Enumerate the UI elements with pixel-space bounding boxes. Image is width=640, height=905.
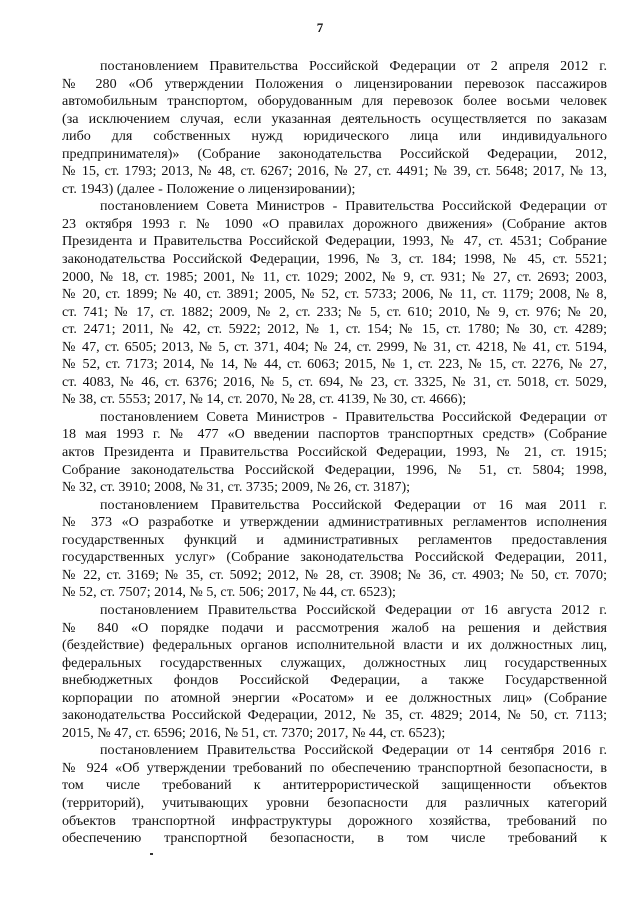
- text-line: № 32, ст. 3910; 2008, № 31, ст. 3735; 2009, № 26, ст. 3187);: [62, 479, 411, 496]
- document-body: [62, 58, 607, 848]
- text-line: постановлением Правительства Российской Федерации от 16 августа 2012 г.: [100, 601, 607, 618]
- text-line: постановлением Совета Министров - Правительства Российской Федерации от: [100, 408, 607, 425]
- text-line: ст. 4083, № 46, ст. 6376; 2016, № 5, ст. 694, № 23, ст. 3325, № 31, ст. 5018, ст. 5029,: [62, 373, 607, 390]
- text-line: постановлением Правительства Российской Федерации от 16 мая 2011 г.: [100, 496, 607, 513]
- text-line: 2000, № 18, ст. 1985; 2001, № 11, ст. 1029; 2002, № 9, ст. 931; № 27, ст. 2693; 2003,: [62, 268, 607, 285]
- text-line: том числе требований к антитеррористической защищенности объектов: [62, 777, 607, 794]
- text-line: ст. 741; № 17, ст. 1882; 2009, № 2, ст. 233; № 5, ст. 610; 2010, № 9, ст. 976; № 20,: [62, 303, 607, 320]
- text-line: законодательства Российской Федерации, 2012, № 35, ст. 4829; 2014, № 50, ст. 7113;: [62, 707, 607, 724]
- text-line: (за исключением случая, если указанная деятельность осуществляется по заказам: [62, 110, 607, 127]
- text-line: 2015, № 47, ст. 6596; 2016, № 51, ст. 7370; 2017, № 44, ст. 6523);: [62, 724, 446, 741]
- text-line: № 280 «Об утверждении Положения о лицензировании перевозок пассажиров: [62, 75, 607, 92]
- text-line: 18 мая 1993 г. № 477 «О введении паспортов транспортных средств» (Собрание: [62, 426, 607, 443]
- page-number: 7: [316, 20, 324, 35]
- text-line: государственных функций и административных регламентов предоставления: [62, 531, 607, 548]
- text-line: автомобильным транспортом, оборудованным для перевозок более восьми человек: [62, 93, 607, 110]
- text-line: постановлением Правительства Российской Федерации от 2 апреля 2012 г.: [100, 58, 607, 74]
- text-line: Президента и Правительства Российской Федерации, 1993, № 47, ст. 4531; Собрание: [62, 233, 607, 250]
- text-line: № 20, ст. 1899; № 40, ст. 3891; 2005, № 52, ст. 5733; 2006, № 11, ст. 1179; 2008, № 8,: [62, 286, 607, 303]
- text-line: № 840 «О порядке подачи и рассмотрения жалоб на решения и действия: [62, 619, 607, 636]
- text-line: предпринимателя)» (Собрание законодательства Российской Федерации, 2012,: [62, 145, 607, 162]
- text-line: № 22, ст. 3169; № 35, ст. 5092; 2012, № 28, ст. 3908; № 36, ст. 4903; № 50, ст. 7070;: [62, 566, 607, 583]
- text-line: либо для собственных нужд юридического лица или индивидуального: [62, 128, 607, 145]
- text-line: законодательства Российской Федерации, 1996, № 3, ст. 184; 1998, № 45, ст. 5521;: [62, 251, 607, 268]
- text-line: объектов транспортной инфраструктуры дорожного хозяйства, требований по: [62, 812, 607, 829]
- text-line: ст. 2471; 2011, № 42, ст. 5922; 2012, № 1, ст. 154; № 15, ст. 1780; № 30, ст. 4289;: [62, 321, 607, 338]
- text-line: № 52, ст. 7173; 2014, № 14, № 44, ст. 6063; 2015, № 1, ст. 223, № 15, ст. 2276, № 27,: [62, 356, 607, 373]
- text-line: постановлением Совета Министров - Правительства Российской Федерации от: [100, 198, 607, 215]
- text-line: № 373 «О разработке и утверждении административных регламентов исполнения: [62, 514, 607, 531]
- scan-speck: [150, 853, 153, 855]
- text-line: обеспечению транспортной безопасности, в том числе требований к: [62, 830, 607, 847]
- text-line: федеральных государственных служащих, должностных лиц государственных: [62, 654, 607, 671]
- text-line: № 52, ст. 7507; 2014, № 5, ст. 506; 2017, № 44, ст. 6523);: [62, 584, 396, 601]
- text-line: (территорий), учитывающих уровни безопасности для различных категорий: [62, 794, 607, 811]
- text-line: № 38, ст. 5553; 2017, № 14, ст. 2070, № 28, ст. 4139, № 30, ст. 4666);: [62, 391, 467, 408]
- text-line: постановлением Правительства Российской Федерации от 14 сентября 2016 г.: [100, 742, 607, 759]
- text-line: актов Президента и Правительства Российской Федерации, 1993, № 21, ст. 1915;: [62, 444, 607, 461]
- text-line: государственных услуг» (Собрание законодательства Российской Федерации, 2011,: [62, 549, 607, 566]
- text-line: ст. 1943) (далее - Положение о лицензировании);: [62, 180, 356, 197]
- text-line: корпорации по атомной энергии «Росатом» и ее должностных лиц» (Собрание: [62, 689, 607, 706]
- text-line: № 15, ст. 1793; 2013, № 48, ст. 6267; 2016, № 27, ст. 4491; № 39, ст. 5648; 2017, № 13,: [62, 163, 607, 180]
- text-line: № 47, ст. 6505; 2013, № 5, ст. 371, 404; № 24, ст. 2999, № 31, ст. 4218, № 41, ст. 5194,: [62, 338, 607, 355]
- text-line: внебюджетных фондов Российской Федерации, а также Государственной: [62, 672, 607, 689]
- text-line: Собрание законодательства Российской Федерации, 1996, № 51, ст. 5804; 1998,: [62, 461, 607, 478]
- text-line: № 924 «Об утверждении требований по обеспечению транспортной безопасности, в: [62, 759, 607, 776]
- text-line: 23 октября 1993 г. № 1090 «О правилах дорожного движения» (Собрание актов: [62, 215, 607, 232]
- text-line: (бездействие) федеральных органов исполнительной власти и их должностных лиц,: [62, 637, 607, 654]
